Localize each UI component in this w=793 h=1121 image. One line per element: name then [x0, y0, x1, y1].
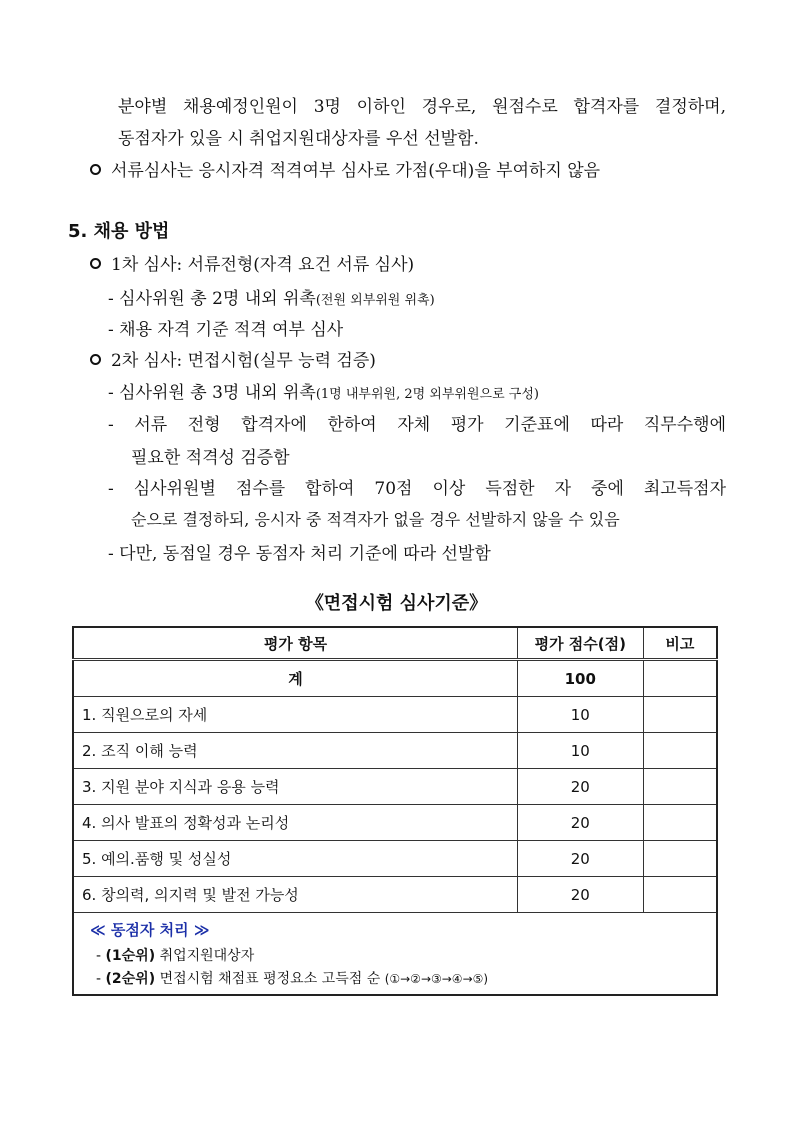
table-title: 《면접시험 심사기준》 — [305, 593, 488, 614]
table-row — [73, 805, 717, 841]
row-score: 10 — [517, 733, 643, 769]
tiebreak-rule-2-label: (2순위) — [105, 971, 156, 987]
tiebreak-rule-2: - (2순위) 면접시험 채점표 평정요소 고득점 순 (①→②→③→④→⑤) — [96, 971, 489, 987]
tiebreak-title: ≪ 동점자 처리 ≫ — [90, 921, 210, 939]
stage1-item-1 — [108, 284, 435, 309]
tiebreak-rule-2-text: 면접시험 채점표 평정요소 고득점 순 — [159, 971, 381, 987]
hollow-circle-bullet-icon — [90, 354, 101, 365]
stage2-item-3-line-1: - 심사위원별 점수를 합하여 70점 이상 득점한 자 중에 최고득점자 — [108, 479, 726, 499]
table-header-row — [73, 627, 717, 660]
tiebreak-rule-2-order: (①→②→③→④→⑤) — [384, 972, 489, 986]
tiebreak-rule-1-label: (1순위) — [105, 948, 156, 964]
header-note: 비고 — [643, 627, 717, 660]
row-note — [643, 733, 717, 769]
stage1-item-1-main: - 심사위원 총 2명 내외 위촉 — [108, 289, 316, 309]
row-score: 20 — [517, 769, 643, 805]
row-score: 10 — [517, 697, 643, 733]
stage2-title: 2차 심사: 면접시험(실무 능력 검증) — [111, 351, 376, 371]
row-item: 6. 창의력, 의지력 및 발전 가능성 — [73, 877, 517, 913]
row-note — [643, 769, 717, 805]
hollow-circle-bullet-icon — [90, 258, 101, 269]
row-note — [643, 805, 717, 841]
table-row — [73, 841, 717, 877]
total-label: 계 — [73, 660, 517, 697]
row-item: 3. 지원 분야 지식과 응용 능력 — [73, 769, 517, 805]
stage1-bullet-item — [90, 250, 414, 275]
stage2-bullet-item — [90, 346, 376, 371]
tiebreak-rule-1-text: 취업지원대상자 — [159, 948, 255, 964]
table-total-row — [73, 660, 717, 697]
tiebreak-row — [73, 913, 717, 996]
header-item: 평가 항목 — [73, 627, 517, 660]
row-item: 5. 예의.품행 및 성실성 — [73, 841, 517, 877]
total-score: 100 — [517, 660, 643, 697]
intro-line-1: 분야별 채용예정인원이 3명 이하인 경우로, 원점수로 합격자를 결정하며, — [118, 97, 726, 117]
header-score: 평가 점수(점) — [517, 627, 643, 660]
total-note — [643, 660, 717, 697]
interview-criteria-table — [72, 626, 718, 996]
row-note — [643, 841, 717, 877]
tiebreak-rule-1: - (1순위) 취업지원대상자 — [96, 948, 255, 964]
row-item: 4. 의사 발표의 정확성과 논리성 — [73, 805, 517, 841]
stage2-item-4: - 다만, 동점일 경우 동점자 처리 기준에 따라 선발함 — [108, 544, 491, 564]
stage2-item-2-line-1: - 서류 전형 합격자에 한하여 자체 평가 기준표에 따라 직무수행에 — [108, 415, 726, 435]
row-item: 1. 직원으로의 자세 — [73, 697, 517, 733]
intro-bullet-item — [90, 156, 600, 181]
row-note — [643, 877, 717, 913]
table-row — [73, 697, 717, 733]
row-item: 2. 조직 이해 능력 — [73, 733, 517, 769]
stage1-item-1-note: (전원 외부위원 위촉) — [315, 293, 435, 308]
stage2-item-1-note: (1명 내부위원, 2명 외부위원으로 구성) — [315, 387, 539, 402]
row-score: 20 — [517, 805, 643, 841]
hollow-circle-bullet-icon — [90, 164, 101, 175]
stage2-item-1 — [108, 378, 539, 403]
stage2-item-2-line-2: 필요한 적격성 검증함 — [131, 448, 290, 468]
table-row — [73, 733, 717, 769]
table-row — [73, 769, 717, 805]
row-note — [643, 697, 717, 733]
table-row — [73, 877, 717, 913]
intro-bullet-text: 서류심사는 응시자격 적격여부 심사로 가점(우대)을 부여하지 않음 — [111, 161, 601, 181]
intro-line-2: 동점자가 있을 시 취업지원대상자를 우선 선발함. — [118, 129, 479, 149]
row-score: 20 — [517, 877, 643, 913]
stage1-item-2: - 채용 자격 기준 적격 여부 심사 — [108, 320, 344, 340]
section-5-heading: 5. 채용 방법 — [68, 221, 170, 242]
stage2-item-3-line-2: 순으로 결정하되, 응시자 중 적격자가 없을 경우 선발하지 않을 수 있음 — [131, 510, 620, 529]
row-score: 20 — [517, 841, 643, 877]
stage2-item-1-main: - 심사위원 총 3명 내외 위촉 — [108, 383, 316, 403]
tiebreak-cell — [73, 913, 717, 996]
stage1-title: 1차 심사: 서류전형(자격 요건 서류 심사) — [111, 255, 415, 275]
